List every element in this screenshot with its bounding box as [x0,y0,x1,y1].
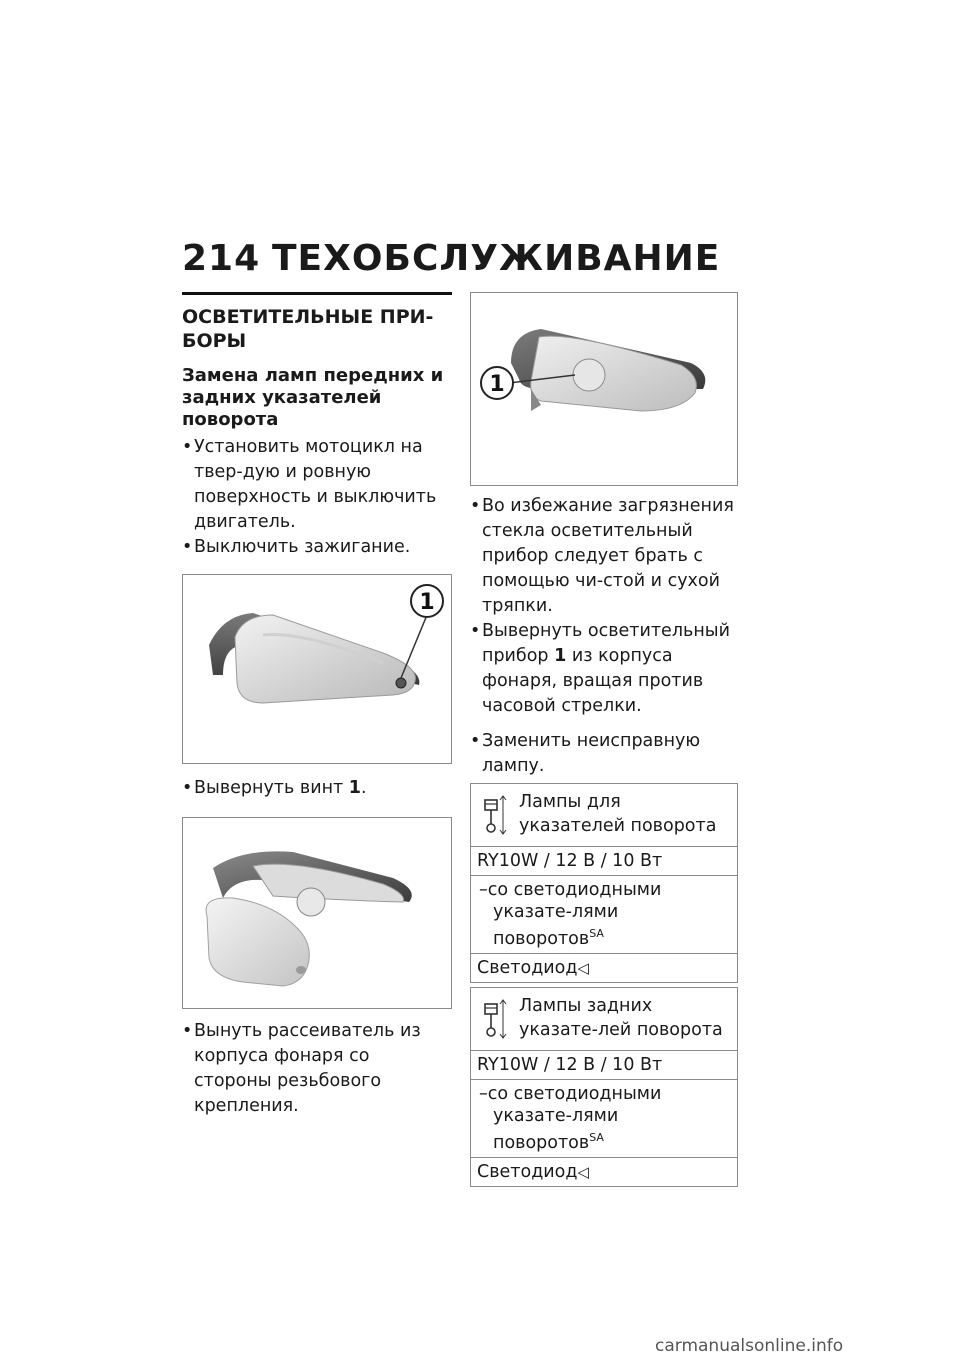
footer-watermark: carmanualsonline.info [655,1336,844,1356]
figure-indicator-screw [182,574,452,764]
page-number: 214 [182,238,261,279]
figure-lens-removal [182,817,452,1009]
spec-note: –со светодиодными указате-лями поворотов$^{SA}$ [471,1080,737,1158]
bulb-socket-illustration [471,293,737,485]
spec-note: –со светодиодными указате-лями поворотов$^{SA}$ [471,876,737,954]
section-rule [182,292,452,295]
step-item: • Вынуть рассеиватель из корпуса фонаря со стороны резьбового крепления. [182,1019,452,1119]
spec-header [471,784,737,847]
figure-bulb-removal [470,292,738,486]
page-header: ТЕХОБСЛУЖИВАНИЕ [272,238,721,279]
spec-rear-indicators [470,987,738,1187]
step-item: • Во избежание загрязнения стекла осветительный прибор следует брать с помощью чи-стой и сухой тряпки. [470,494,738,619]
sub-title: Замена ламп передних и задних указателей поворота [182,365,444,430]
step-item: • Вывернуть винт 1. [182,776,452,801]
spec-led: Светодиод◁ [477,957,590,978]
measurement-icon [481,792,509,836]
spec-value: RY10W / 12 В / 10 Вт [471,1051,737,1080]
spec-title: Лампы задних указате-лей поворота [519,995,723,1040]
spec-value: RY10W / 12 В / 10 Вт [471,847,737,876]
spec-led: Светодиод◁ [477,1161,590,1182]
step-item: • Вывернуть осветительный прибор 1 из корпуса фонаря, вращая против часовой стрелки. [470,619,738,719]
callout-1: 1 [489,372,505,397]
spec-header [471,988,737,1051]
callout-1: 1 [419,590,435,615]
step-item: • Заменить неисправную лампу. [470,729,738,779]
step-item: • Выключить зажигание. [182,535,452,560]
indicator-housing-illustration [183,575,451,763]
spec-front-indicators [470,783,738,983]
step-item: • Установить мотоцикл на твер-дую и ровную поверхность и выключить двигатель. [182,435,452,535]
left-column [182,292,452,1119]
section-title: ОСВЕТИТЕЛЬНЫЕ ПРИ-БОРЫ [182,306,434,352]
measurement-icon [481,996,509,1040]
lens-removal-illustration [183,818,451,1008]
spec-title: Лампы для указателей поворота [519,792,717,836]
right-column [470,292,738,1187]
